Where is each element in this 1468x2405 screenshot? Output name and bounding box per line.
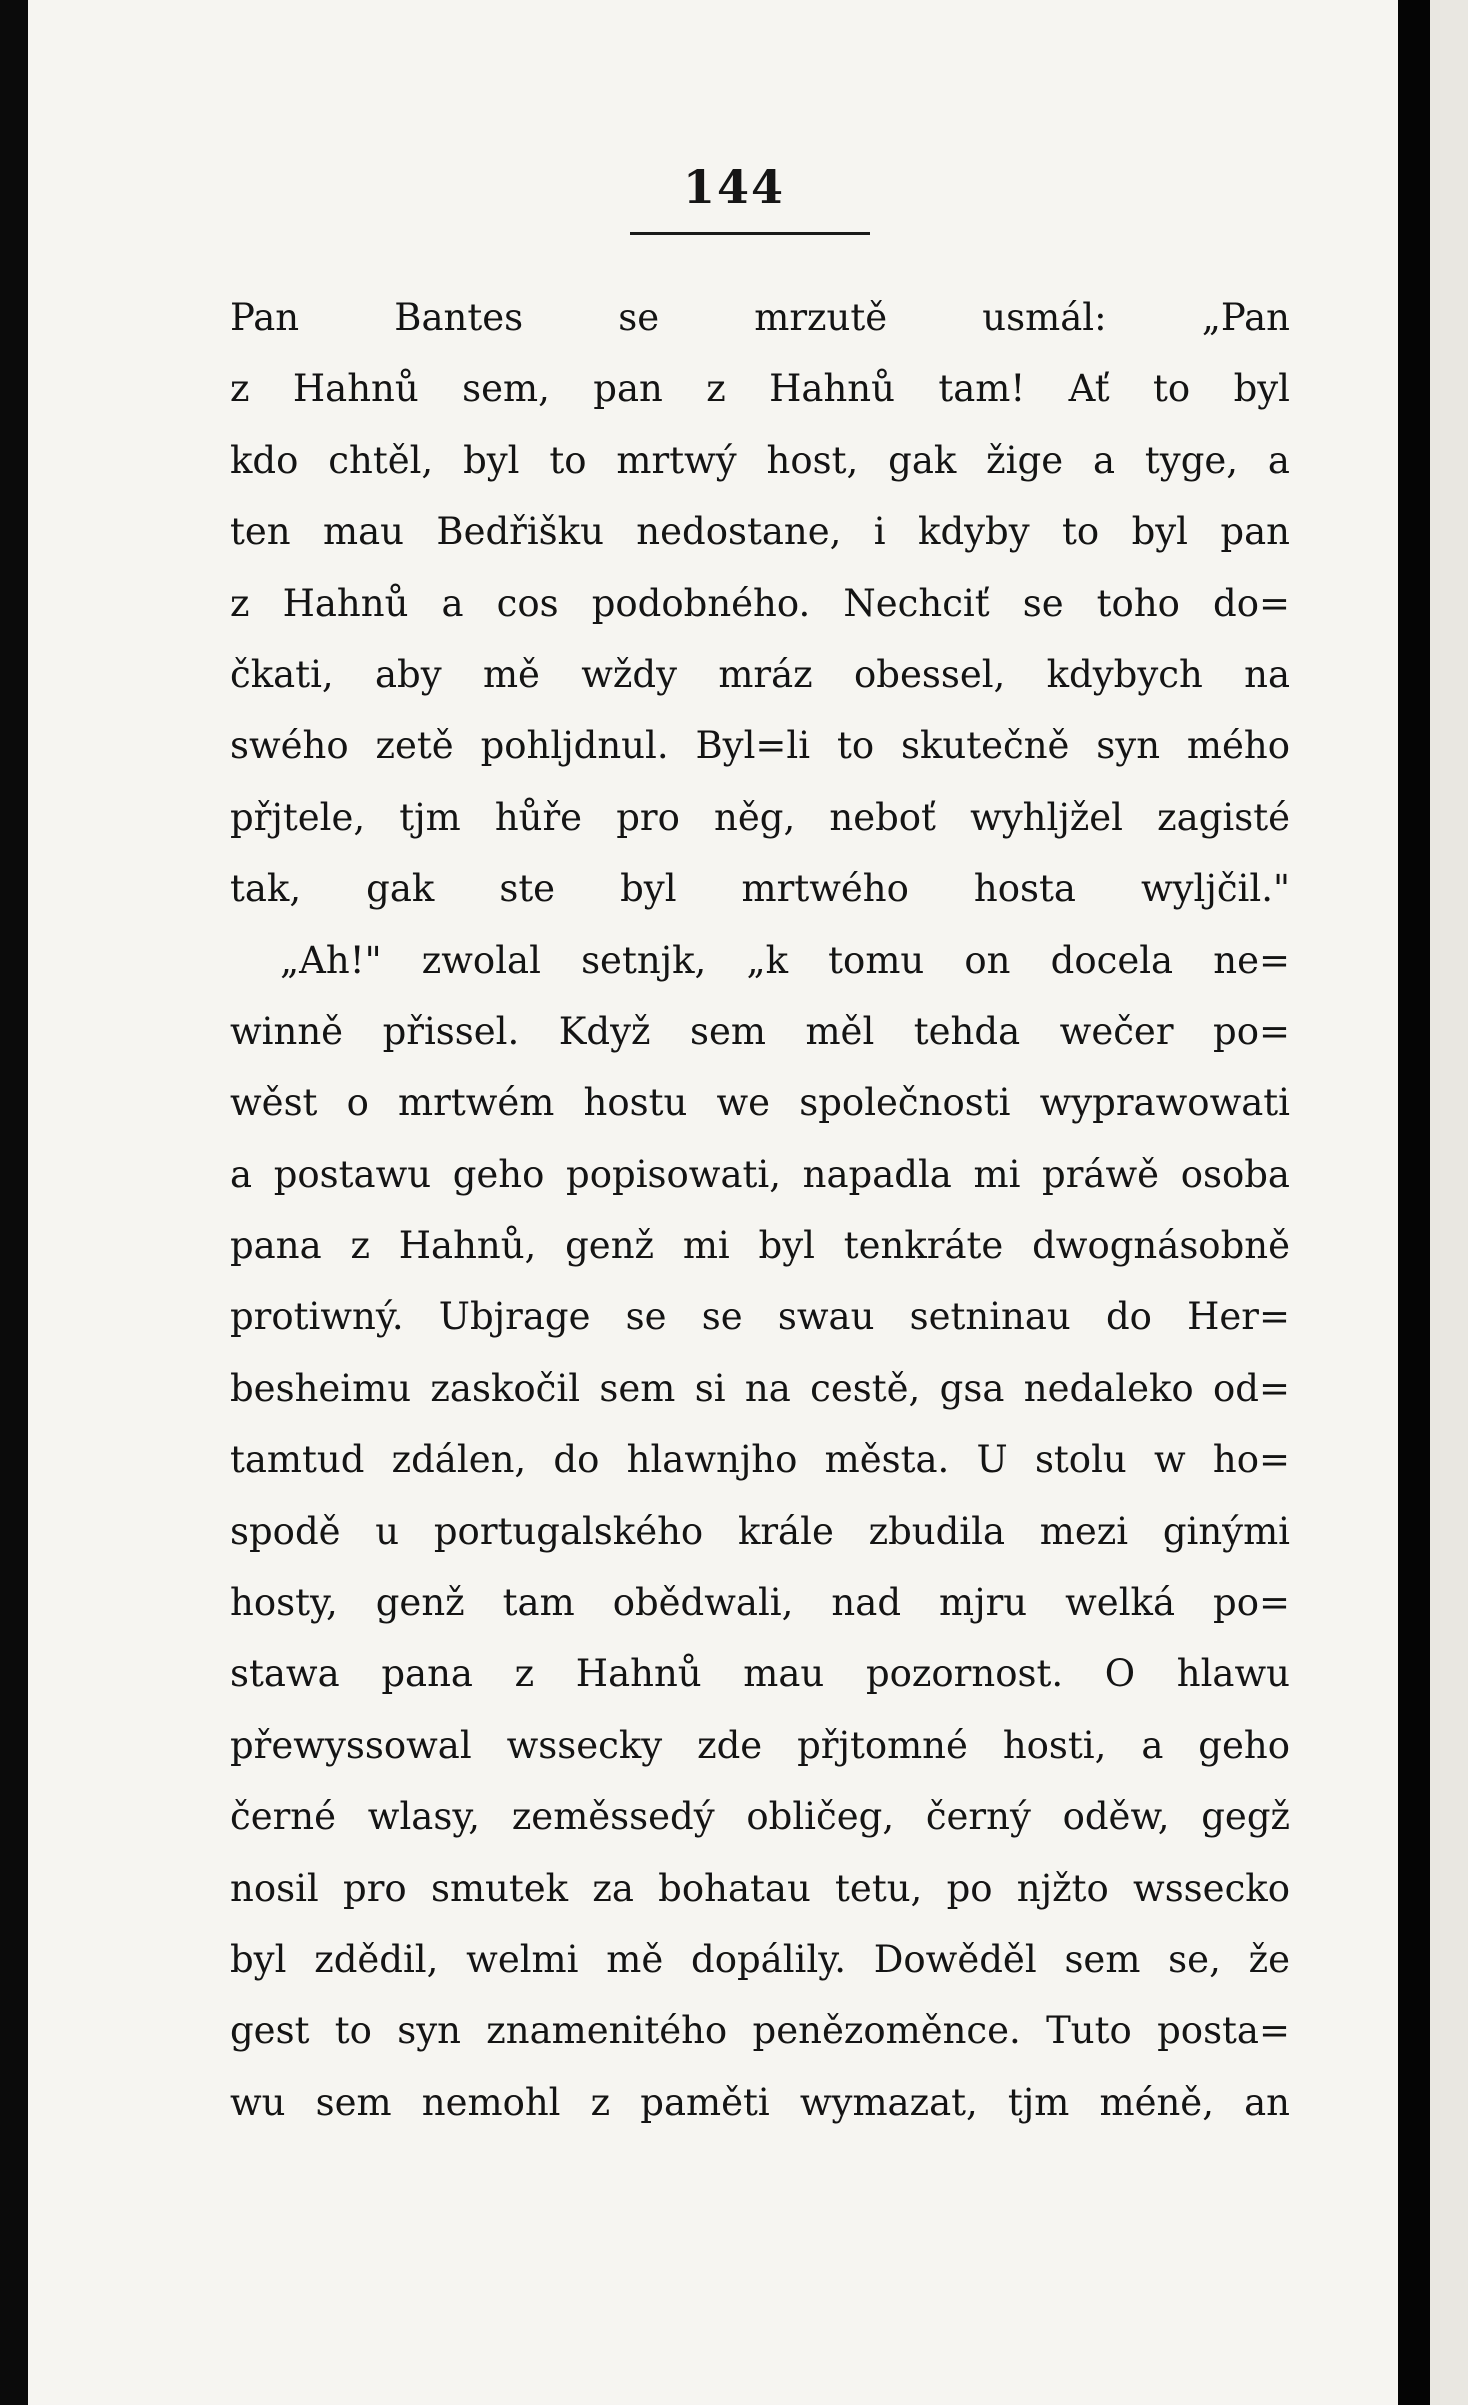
header-rule [630, 232, 870, 235]
text-line: nosil pro smutek za bohatau tetu, po njžto wssecko [230, 1866, 1290, 1910]
text-line: přewyssowal wssecky zde přjtomné hosti, a geho [230, 1723, 1290, 1767]
text-line: černé wlasy, zeměssedý obličeg, černý oděw, gegž [230, 1795, 1290, 1839]
text-line: spodě u portugalského krále zbudila mezi ginými [230, 1509, 1290, 1553]
text-line: kdo chtěl, byl to mrtwý host, gak žige a tyge, a [230, 438, 1290, 482]
text-line: hosty, genž tam obědwali, nad mjru welká po= [230, 1581, 1290, 1625]
text-line: přjtele, tjm hůře pro něg, neboť wyhljžel zagisté [230, 795, 1290, 839]
text-line: winně přissel. Když sem měl tehda wečer po= [230, 1009, 1290, 1053]
body-text [230, 282, 1290, 2138]
text-line: besheimu zaskočil sem si na cestě, gsa nedaleko od= [230, 1366, 1290, 1410]
text-line: stawa pana z Hahnů mau pozornost. O hlawu [230, 1652, 1290, 1696]
text-line: tak, gak ste byl mrtwého hosta wyljčil." [230, 867, 1290, 911]
text-line: ten mau Bedřišku nedostane, i kdyby to byl pan [230, 510, 1290, 554]
text-line: protiwný. Ubjrage se se swau setninau do Her= [230, 1295, 1290, 1339]
text-line: gest to syn znamenitého penězoměnce. Tuto posta= [230, 2009, 1290, 2053]
text-line: z Hahnů a cos podobného. Nechciť se toho do= [230, 581, 1290, 625]
text-line: z Hahnů sem, pan z Hahnů tam! Ať to byl [230, 367, 1290, 411]
text-line: a postawu geho popisowati, napadla mi práwě osoba [230, 1152, 1290, 1196]
text-line: swého zetě pohljdnul. Byl=li to skutečně syn mého [230, 724, 1290, 768]
text-line: wu sem nemohl z paměti wymazat, tjm méně, an [230, 2080, 1290, 2124]
page-number: 144 [682, 160, 786, 214]
text-line: čkati, aby mě wždy mráz obessel, kdybych na [230, 652, 1290, 696]
text-line: tamtud zdálen, do hlawnjho města. U stolu w ho= [230, 1438, 1290, 1482]
text-line: Pan Bantes se mrzutě usmál: „Pan [230, 296, 1290, 339]
text-line: wěst o mrtwém hostu we společnosti wyprawowati [230, 1081, 1290, 1125]
text-line: „Ah!" zwolal setnjk, „k tomu on docela ne= [280, 938, 1290, 982]
adjacent-page-edge [1430, 0, 1468, 2405]
text-line: byl zdědil, welmi mě dopálily. Dowěděl sem se, že [230, 1937, 1290, 1981]
text-line: pana z Hahnů, genž mi byl tenkráte dwognásobně [230, 1224, 1290, 1268]
